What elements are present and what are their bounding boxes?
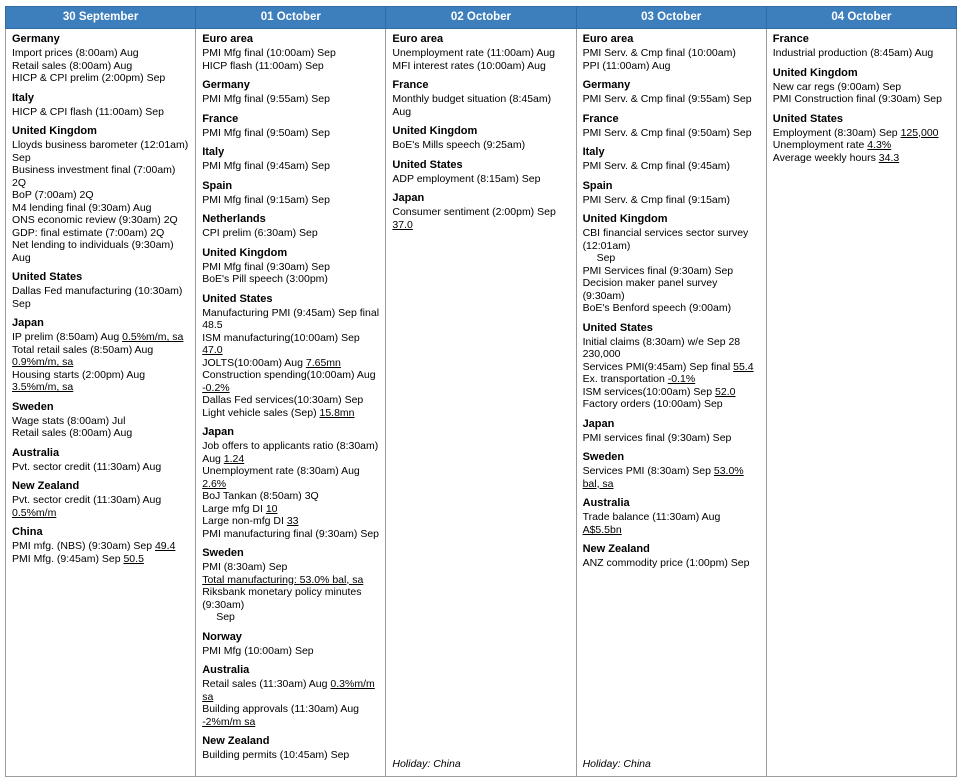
event-text: Retail sales (11:30am) Aug bbox=[202, 678, 331, 690]
event-item bbox=[202, 515, 379, 528]
events-list-2 bbox=[392, 33, 569, 490]
event-item bbox=[202, 357, 379, 370]
event-item bbox=[12, 106, 189, 119]
event-text-continuation: Sep bbox=[596, 252, 616, 264]
event-text: PMI Construction final (9:30am) Sep bbox=[772, 93, 942, 105]
event-text: BoJ Tankan (8:50am) 3Q bbox=[202, 490, 319, 502]
country-heading: Euro area bbox=[582, 33, 634, 45]
event-text: Unemployment rate (11:00am) Aug bbox=[392, 47, 556, 59]
holiday-note-3: Holiday: China bbox=[582, 757, 651, 770]
country-heading: Italy bbox=[12, 91, 35, 104]
event-item bbox=[202, 261, 379, 274]
event-text: Pvt. sector credit (11:30am) Aug bbox=[12, 460, 162, 473]
event-text: Ex. transportation bbox=[582, 373, 668, 385]
event-item bbox=[583, 277, 760, 302]
event-item bbox=[583, 227, 760, 265]
event-text: Building permits (10:45am) Sep bbox=[202, 749, 350, 761]
country-heading: Japan bbox=[202, 426, 234, 438]
event-item bbox=[202, 60, 379, 73]
event-text: M4 lending final (9:30am) Aug bbox=[12, 201, 152, 214]
event-text: Net lending to individuals (9:30am) Aug bbox=[12, 239, 174, 264]
event-text: Retail sales (8:00am) Aug bbox=[12, 427, 133, 439]
event-text: Services PMI(9:45am) Sep final bbox=[582, 360, 734, 373]
event-item bbox=[12, 214, 189, 227]
event-text: BoE's Benford speech (9:00am) bbox=[582, 302, 732, 314]
event-text: PMI manufacturing final (9:30am) Sep bbox=[202, 527, 380, 540]
event-item bbox=[12, 60, 189, 73]
event-text: CBI financial services sector survey (12:01am) bbox=[582, 227, 749, 252]
event-item bbox=[202, 273, 379, 286]
event-item bbox=[12, 202, 189, 215]
event-item bbox=[202, 369, 379, 394]
event-item bbox=[202, 749, 379, 762]
event-text: Services PMI (8:30am) Sep bbox=[582, 465, 714, 477]
event-value: -0.2% bbox=[202, 381, 230, 394]
event-text: Import prices (8:00am) Aug bbox=[12, 47, 139, 59]
event-item bbox=[12, 494, 189, 519]
event-item bbox=[392, 60, 569, 73]
event-item bbox=[583, 398, 760, 411]
day-header-4: 04 October bbox=[766, 7, 956, 29]
event-text: PMI Serv. & Cmp final (10:00am) bbox=[582, 47, 736, 59]
event-item bbox=[12, 461, 189, 474]
calendar-table bbox=[5, 6, 957, 777]
day-column-3 bbox=[576, 29, 766, 777]
event-item bbox=[202, 574, 379, 587]
event-text: Lloyds business barometer (12:01am) Sep bbox=[12, 139, 189, 164]
event-item bbox=[202, 394, 379, 407]
country-heading: Spain bbox=[582, 179, 613, 192]
country-heading: Sweden bbox=[202, 547, 244, 559]
day-column-0 bbox=[6, 29, 196, 777]
event-text: PMI Mfg final (9:45am) Sep bbox=[202, 160, 330, 172]
event-text: Dallas Fed manufacturing (10:30am) Sep bbox=[12, 285, 183, 310]
country-heading: Australia bbox=[12, 446, 60, 459]
country-heading: Euro area bbox=[392, 33, 444, 45]
country-heading: France bbox=[772, 33, 809, 45]
event-text: Building approvals (11:30am) Aug bbox=[202, 703, 360, 715]
events-list-1 bbox=[202, 33, 379, 762]
country-heading: France bbox=[202, 112, 239, 125]
event-item bbox=[583, 93, 760, 106]
event-value: 0.5%m/m bbox=[12, 506, 57, 519]
country-heading: United States bbox=[582, 321, 653, 334]
country-heading: France bbox=[582, 112, 619, 125]
event-item bbox=[12, 331, 189, 344]
event-text: Employment (8:30am) Sep bbox=[772, 126, 901, 139]
event-text: Factory orders (10:00am) Sep bbox=[582, 398, 723, 410]
event-text: New car regs (9:00am) Sep bbox=[772, 80, 902, 93]
event-value: 4.3% bbox=[867, 139, 892, 151]
event-item bbox=[773, 139, 950, 152]
event-item bbox=[202, 503, 379, 516]
country-heading: United Kingdom bbox=[772, 66, 858, 79]
event-text: Large non-mfg DI bbox=[202, 515, 287, 527]
country-heading: United Kingdom bbox=[392, 125, 478, 137]
country-heading: United Kingdom bbox=[12, 125, 97, 137]
event-item bbox=[583, 386, 760, 399]
country-heading: New Zealand bbox=[12, 480, 80, 492]
country-heading: United States bbox=[202, 292, 273, 305]
event-text: Consumer sentiment (2:00pm) Sep bbox=[392, 206, 556, 218]
event-item bbox=[12, 553, 189, 566]
country-heading: United Kingdom bbox=[202, 246, 288, 259]
country-heading: China bbox=[12, 526, 43, 538]
event-text: PMI Mfg final (9:55am) Sep bbox=[202, 93, 330, 105]
event-text: Light vehicle sales (Sep) bbox=[202, 406, 320, 419]
event-value: 10 bbox=[265, 502, 278, 515]
event-item bbox=[202, 93, 379, 106]
event-item bbox=[202, 586, 379, 624]
event-text: Initial claims (8:30am) w/e Sep 28 230,000 bbox=[582, 335, 741, 360]
day-column-1 bbox=[196, 29, 386, 777]
event-item bbox=[583, 265, 760, 278]
event-item bbox=[202, 332, 379, 357]
event-text: Riksbank monetary policy minutes (9:30am) bbox=[202, 586, 362, 611]
event-text: PMI Mfg (10:00am) Sep bbox=[202, 644, 314, 657]
event-text: Large mfg DI bbox=[202, 502, 266, 515]
event-item bbox=[392, 173, 569, 186]
event-text: CPI prelim (6:30am) Sep bbox=[202, 227, 318, 239]
event-text: ONS economic review (9:30am) 2Q bbox=[12, 214, 178, 226]
event-text: JOLTS(10:00am) Aug bbox=[202, 356, 306, 369]
event-text: Industrial production (8:45am) Aug bbox=[772, 47, 934, 59]
event-text: Unemployment rate bbox=[772, 139, 868, 151]
event-value: 37.0 bbox=[392, 218, 413, 231]
event-value: 0.3%m/m sa bbox=[202, 678, 375, 703]
event-text: PMI Serv. & Cmp final (9:15am) bbox=[582, 193, 730, 206]
country-heading: Sweden bbox=[582, 451, 625, 463]
event-item bbox=[202, 528, 379, 541]
event-text: Trade balance (11:30am) Aug bbox=[582, 511, 721, 523]
country-heading: Italy bbox=[202, 146, 225, 158]
event-item bbox=[12, 285, 189, 310]
country-heading: France bbox=[392, 79, 429, 91]
event-text: HICP & CPI flash (11:00am) Sep bbox=[12, 105, 164, 118]
event-item bbox=[392, 139, 569, 152]
event-item bbox=[583, 127, 760, 140]
event-item bbox=[202, 127, 379, 140]
events-list-3 bbox=[583, 33, 760, 660]
country-heading: Australia bbox=[202, 664, 250, 676]
holiday-note-2: Holiday: China bbox=[392, 757, 461, 770]
country-heading: United States bbox=[12, 271, 83, 283]
event-item bbox=[202, 440, 379, 465]
event-value: -0.1% bbox=[667, 373, 696, 385]
event-text: Pvt. sector credit (11:30am) Aug bbox=[12, 494, 162, 506]
event-text: BoE's Mills speech (9:25am) bbox=[392, 139, 526, 151]
event-item bbox=[12, 189, 189, 202]
event-item bbox=[12, 227, 189, 240]
event-value: 0.5%m/m, sa bbox=[122, 331, 184, 343]
events-list-0 bbox=[12, 33, 189, 663]
country-heading: Netherlands bbox=[202, 213, 266, 225]
event-text: PMI Mfg final (10:00am) Sep bbox=[202, 47, 336, 59]
event-text: Construction spending(10:00am) Aug bbox=[202, 369, 376, 381]
event-item bbox=[202, 194, 379, 207]
event-item bbox=[583, 511, 760, 536]
day-column-2 bbox=[386, 29, 576, 777]
event-value: 15.8mn bbox=[319, 406, 355, 419]
event-item bbox=[202, 645, 379, 658]
event-item bbox=[583, 47, 760, 60]
event-text: ANZ commodity price (1:00pm) Sep bbox=[582, 557, 750, 569]
event-item bbox=[202, 47, 379, 60]
calendar-header-row bbox=[6, 7, 957, 29]
event-item bbox=[583, 361, 760, 374]
country-heading: New Zealand bbox=[582, 543, 650, 555]
event-text: Housing starts (2:00pm) Aug bbox=[12, 368, 146, 381]
country-heading: United States bbox=[392, 158, 463, 171]
country-heading: United Kingdom bbox=[582, 213, 668, 225]
event-text: BoE's Pill speech (3:00pm) bbox=[202, 273, 328, 285]
country-heading: New Zealand bbox=[202, 735, 270, 747]
event-item bbox=[12, 47, 189, 60]
event-value: 53.0% bal, sa bbox=[582, 465, 744, 490]
event-item bbox=[12, 415, 189, 428]
event-item bbox=[202, 465, 379, 490]
event-text: BoP (7:00am) 2Q bbox=[12, 189, 94, 201]
country-heading: Germany bbox=[202, 79, 250, 91]
event-text: Average weekly hours bbox=[772, 151, 879, 164]
event-item bbox=[773, 127, 950, 140]
event-value: 52.0 bbox=[715, 385, 736, 398]
country-heading: Norway bbox=[202, 630, 242, 643]
holiday-note-4 bbox=[773, 770, 950, 772]
country-heading: Australia bbox=[582, 497, 630, 509]
event-item bbox=[12, 427, 189, 440]
day-column-4 bbox=[766, 29, 956, 777]
event-item bbox=[202, 407, 379, 420]
event-value: 3.5%m/m, sa bbox=[12, 381, 74, 393]
holiday-note-0 bbox=[12, 770, 189, 772]
event-text: Unemployment rate (8:30am) Aug bbox=[202, 465, 360, 477]
event-text: PMI Mfg final (9:30am) Sep bbox=[202, 260, 330, 273]
event-value: 55.4 bbox=[733, 360, 754, 373]
event-text: HICP & CPI prelim (2:00pm) Sep bbox=[12, 72, 166, 84]
events-list-4 bbox=[773, 33, 950, 463]
event-value: 7.65mn bbox=[305, 356, 341, 369]
event-text: PPI (11:00am) Aug bbox=[582, 59, 671, 72]
event-item bbox=[583, 432, 760, 445]
event-item bbox=[12, 239, 189, 264]
event-text: PMI Serv. & Cmp final (9:50am) Sep bbox=[582, 126, 752, 139]
event-text-continuation: Sep bbox=[216, 611, 235, 623]
event-value: 125,000 bbox=[900, 126, 939, 139]
calendar-body-row bbox=[6, 29, 957, 777]
event-item bbox=[202, 160, 379, 173]
country-heading: Spain bbox=[202, 179, 233, 192]
event-value: 49.4 bbox=[154, 540, 176, 552]
event-value: 1.24 bbox=[223, 452, 245, 465]
event-item bbox=[12, 369, 189, 394]
event-text: PMI mfg. (NBS) (9:30am) Sep bbox=[12, 540, 155, 552]
event-text: PMI Mfg. (9:45am) Sep bbox=[12, 552, 124, 565]
event-text: Monthly budget situation (8:45am) Aug bbox=[392, 93, 552, 118]
country-heading: Germany bbox=[12, 33, 60, 45]
event-text: PMI services final (9:30am) Sep bbox=[582, 431, 732, 444]
event-item bbox=[773, 152, 950, 165]
day-header-3: 03 October bbox=[576, 7, 766, 29]
event-item bbox=[202, 678, 379, 703]
event-value: 0.9%m/m, sa bbox=[12, 356, 74, 368]
event-value: Total manufacturing: 53.0% bal, sa bbox=[202, 573, 364, 586]
event-text: GDP: final estimate (7:00am) 2Q bbox=[12, 226, 165, 239]
event-text: PMI (8:30am) Sep bbox=[202, 561, 288, 573]
event-item bbox=[12, 139, 189, 164]
event-item bbox=[583, 60, 760, 73]
event-item bbox=[583, 336, 760, 361]
country-heading: Japan bbox=[582, 417, 615, 430]
event-text: Job offers to applicants ratio (8:30am) Aug bbox=[202, 440, 379, 465]
event-item bbox=[202, 490, 379, 503]
event-text: Dallas Fed services(10:30am) Sep bbox=[202, 394, 364, 406]
event-item bbox=[202, 703, 379, 728]
country-heading: Japan bbox=[12, 317, 44, 329]
event-item bbox=[583, 302, 760, 315]
event-item bbox=[583, 373, 760, 386]
country-heading: Sweden bbox=[12, 400, 54, 413]
event-value: 47.0 bbox=[202, 344, 223, 356]
event-item bbox=[583, 557, 760, 570]
country-heading: United States bbox=[772, 112, 844, 125]
event-item bbox=[773, 93, 950, 106]
event-text: ISM manufacturing(10:00am) Sep bbox=[202, 331, 360, 344]
day-header-2: 02 October bbox=[386, 7, 576, 29]
event-item bbox=[392, 47, 569, 60]
event-value: 2.6% bbox=[202, 477, 227, 490]
event-item bbox=[202, 227, 379, 240]
event-text: ADP employment (8:15am) Sep bbox=[392, 172, 541, 185]
holiday-note-1 bbox=[202, 770, 379, 772]
event-text: MFI interest rates (10:00am) Aug bbox=[392, 59, 546, 72]
event-value: A$5.5bn bbox=[582, 523, 622, 536]
event-text: PMI Services final (9:30am) Sep bbox=[582, 264, 734, 277]
event-text: Total retail sales (8:50am) Aug bbox=[12, 343, 154, 356]
event-text: PMI Serv. & Cmp final (9:45am) bbox=[582, 160, 730, 172]
event-text: PMI Mfg final (9:15am) Sep bbox=[202, 193, 330, 206]
event-item bbox=[392, 93, 569, 118]
event-text: Decision maker panel survey (9:30am) bbox=[582, 277, 718, 302]
event-item bbox=[583, 465, 760, 490]
event-item bbox=[202, 307, 379, 332]
event-item bbox=[583, 194, 760, 207]
event-text: Manufacturing PMI (9:45am) Sep final 48.5 bbox=[202, 306, 380, 331]
event-item bbox=[583, 160, 760, 173]
event-item bbox=[392, 206, 569, 231]
event-value: 33 bbox=[286, 515, 299, 527]
event-text: Wage stats (8:00am) Jul bbox=[12, 414, 126, 427]
event-item bbox=[12, 164, 189, 189]
event-item bbox=[12, 344, 189, 369]
event-item bbox=[773, 47, 950, 60]
day-header-0: 30 September bbox=[6, 7, 196, 29]
country-heading: Euro area bbox=[202, 33, 253, 45]
event-item bbox=[773, 81, 950, 94]
event-text: PMI Mfg final (9:50am) Sep bbox=[202, 126, 330, 139]
event-item bbox=[12, 540, 189, 553]
day-header-1: 01 October bbox=[196, 7, 386, 29]
event-value: 34.3 bbox=[878, 151, 900, 164]
country-heading: Germany bbox=[582, 79, 631, 91]
event-value: 50.5 bbox=[123, 552, 144, 565]
event-item bbox=[12, 72, 189, 85]
country-heading: Japan bbox=[392, 192, 425, 204]
event-text: Retail sales (8:00am) Aug bbox=[12, 59, 133, 72]
event-text: ISM services(10:00am) Sep bbox=[582, 385, 716, 398]
event-text: HICP flash (11:00am) Sep bbox=[202, 59, 324, 72]
event-value: -2%m/m sa bbox=[202, 715, 256, 728]
event-text: Business investment final (7:00am) 2Q bbox=[12, 164, 176, 189]
event-text: IP prelim (8:50am) Aug bbox=[12, 331, 123, 343]
event-item bbox=[202, 561, 379, 574]
country-heading: Italy bbox=[582, 146, 605, 158]
event-text: PMI Serv. & Cmp final (9:55am) Sep bbox=[582, 93, 752, 105]
